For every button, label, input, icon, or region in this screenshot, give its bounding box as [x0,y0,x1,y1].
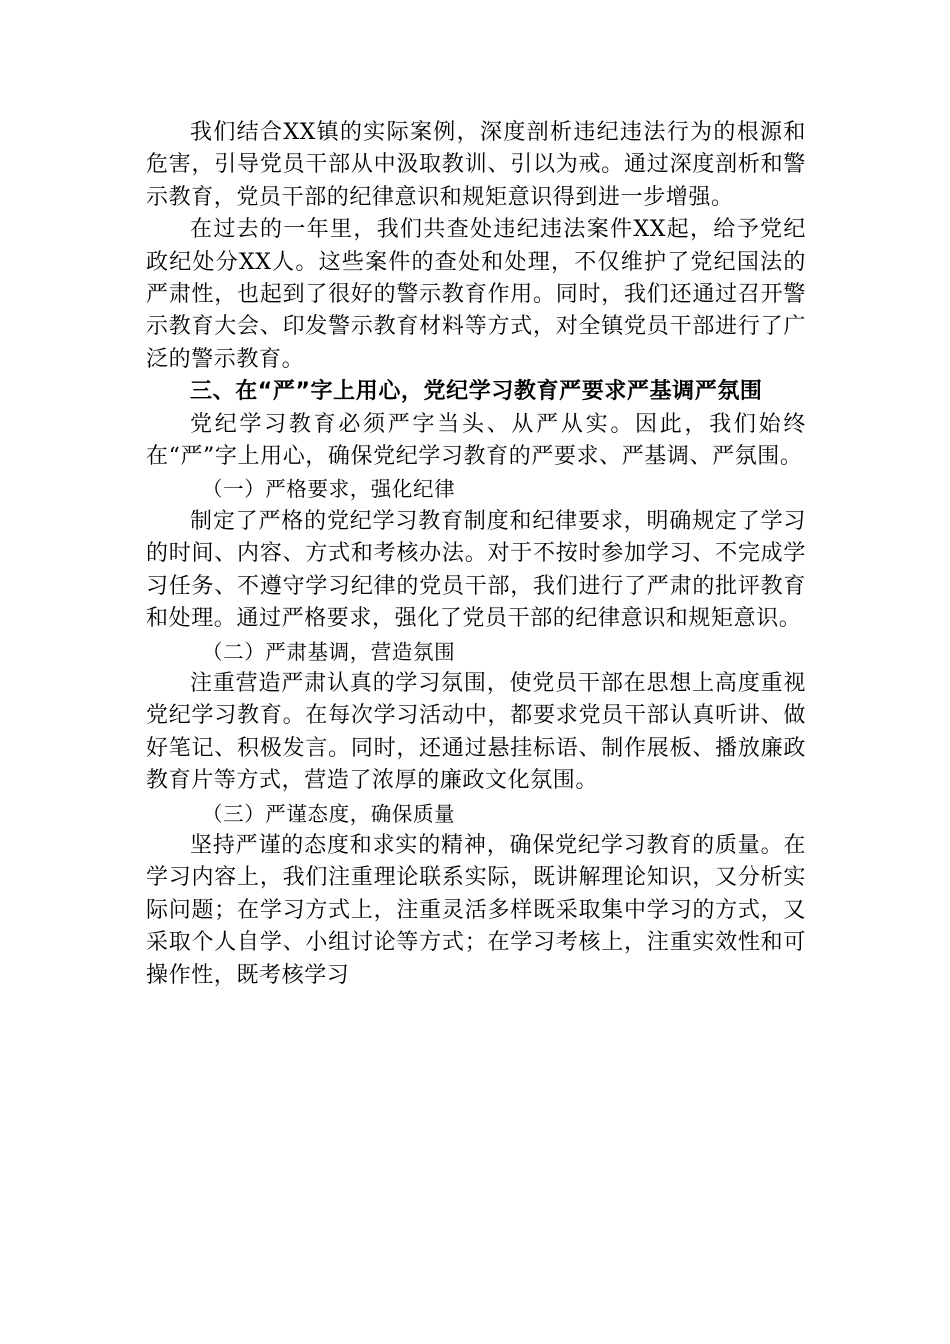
subheading-two: （二）严肃基调，营造氛围 [202,639,456,664]
subheading-one: （一）严格要求，强化纪律 [202,477,456,502]
paragraph-quality-assurance: 坚持严谨的态度和求实的精神，确保党纪学习教育的质量。在学习内容上，我们注重理论联系实际，既讲解理论知识，又分析实际问题；在学习方式上，注重灵活多样既采取集中学习的方式，又采取个人自学、小组讨论等方式；在学习考核上，注重实效性和可操作性，既考核学习 [146,832,806,988]
paragraph-section-intro: 党纪学习教育必须严字当头、从严从实。因此，我们始终在“严”字上用心，确保党纪学习教育的严要求、严基调、严氛围。 [146,411,806,470]
section-heading-three: 三、在“严”字上用心，党纪学习教育严要求严基调严氛围 [190,379,763,405]
paragraph-case-analysis: 我们结合XX镇的实际案例，深度剖析违纪违法行为的根源和危害，引导党员干部从中汲取教训、引以为戒。通过深度剖析和警示教育，党员干部的纪律意识和规矩意识得到进一步增强。 [146,120,806,210]
subheading-three: （三）严谨态度，确保质量 [202,801,456,826]
document-page [146,117,806,992]
paragraph-case-statistics: 在过去的一年里，我们共查处违纪违法案件XX起，给予党纪政纪处分XX人。这些案件的查处和处理，不仅维护了党纪国法的严肃性，也起到了很好的警示教育作用。同时，我们还通过召开警示教育大会、印发警示教育材料等方式，对全镇党员干部进行了广泛的警示教育。 [146,217,806,372]
paragraph-serious-atmosphere: 注重营造严肃认真的学习氛围，使党员干部在思想上高度重视党纪学习教育。在每次学习活动中，都要求党员干部认真听讲、做好笔记、积极发言。同时，还通过悬挂标语、制作展板、播放廉政教育片等方式，营造了浓厚的廉政文化氛围。 [146,670,806,794]
paragraph-strict-requirements: 制定了严格的党纪学习教育制度和纪律要求，明确规定了学习的时间、内容、方式和考核办法。对于不按时参加学习、不完成学习任务、不遵守学习纪律的党员干部，我们进行了严肃的批评教育和处理。通过严格要求，强化了党员干部的纪律意识和规矩意识。 [146,508,806,632]
